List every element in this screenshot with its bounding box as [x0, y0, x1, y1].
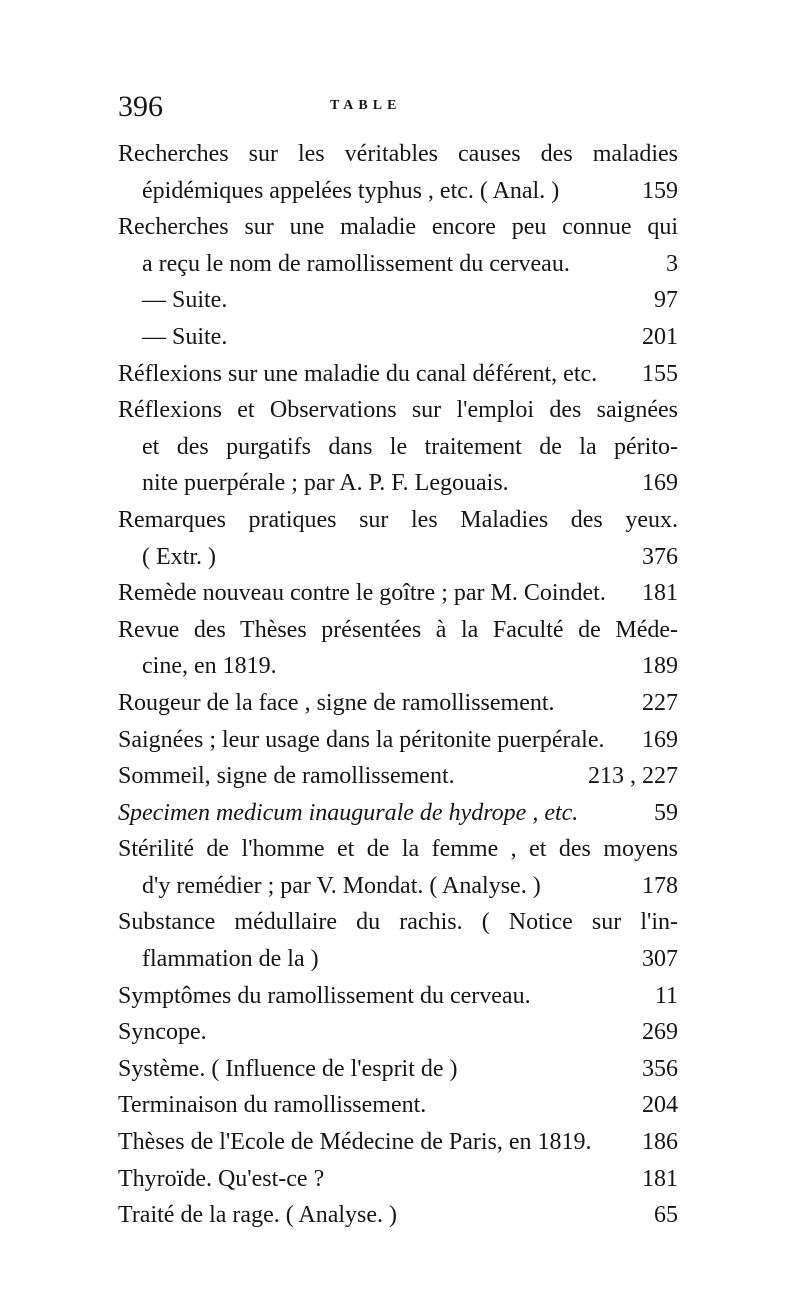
page-reference: 376 — [642, 543, 678, 570]
index-entry-text: a reçu le nom de ramollissement du cerveau. — [142, 250, 570, 277]
index-entry-text: Recherches sur les véritables causes des maladies — [118, 141, 678, 167]
index-line — [118, 758, 678, 795]
index-entry-text: épidémiques appelées typhus , etc. ( Anal. ) — [142, 177, 560, 204]
index-entry-text: Saignées ; leur usage dans la péritonite puerpérale. — [118, 726, 605, 753]
index-line — [118, 575, 678, 612]
index-line — [118, 502, 678, 539]
index-line — [118, 1014, 678, 1051]
index-entry-text: Rougeur de la face , signe de ramollissement. — [118, 689, 555, 716]
page-reference: 181 — [642, 1165, 678, 1192]
index-entry-text: Revue des Thèses présentées à la Faculté de Méde- — [118, 616, 678, 643]
page-reference: 159 — [642, 177, 678, 204]
index-line — [118, 1051, 678, 1088]
index-line — [118, 941, 678, 978]
index-entry-text: Thyroïde. Qu'est-ce ? — [118, 1165, 325, 1192]
index-line — [118, 685, 678, 722]
page-reference: 201 — [642, 323, 678, 350]
index-line — [118, 209, 678, 246]
index-entry-text: Réflexions sur une maladie du canal déférent, etc. — [118, 360, 598, 387]
page-reference: 186 — [642, 1129, 678, 1156]
index-line — [118, 868, 678, 905]
page-reference: 178 — [642, 872, 678, 899]
index-entry-text: Réflexions et Observations sur l'emploi des saignées — [118, 397, 678, 424]
page-reference: 356 — [642, 1055, 678, 1082]
page-reference: 3 — [666, 250, 678, 277]
index-line — [118, 795, 678, 832]
index-entry-text: Remarques pratiques sur les Maladies des yeux. — [118, 506, 678, 533]
page-reference: 269 — [642, 1019, 678, 1046]
page-reference: 189 — [642, 653, 678, 680]
page-header — [118, 90, 678, 130]
index-entry-text: Symptômes du ramollissement du cerveau. — [118, 982, 531, 1009]
index-entry-text: Syncope. — [118, 1019, 207, 1046]
page-reference: 213 , 227 — [588, 763, 678, 790]
page-reference: 65 — [654, 1202, 678, 1229]
index-entry-text: Thèses de l'Ecole de Médecine de Paris, en 1819. — [118, 1129, 592, 1156]
page-reference: 169 — [642, 726, 678, 753]
index-line — [118, 722, 678, 759]
index-line — [118, 904, 678, 941]
page-reference: 11 — [654, 982, 678, 1009]
index-entry-text: d'y remédier ; par V. Mondat. ( Analyse. ) — [142, 872, 541, 899]
page-reference: 204 — [642, 1092, 678, 1119]
index-line — [118, 465, 678, 502]
index-line — [118, 173, 678, 210]
index-entry-text: Remède nouveau contre le goître ; par M. Coindet. — [118, 580, 606, 607]
index-entry-text: nite puerpérale ; par A. P. F. Legouais. — [142, 470, 509, 497]
index-entry-text: cine, en 1819. — [142, 653, 277, 680]
index-line — [118, 246, 678, 283]
index-line — [118, 429, 678, 466]
index-entry-text: Terminaison du ramollissement. — [118, 1092, 427, 1119]
index-line — [118, 1161, 678, 1198]
index-line — [118, 319, 678, 356]
index-entry-text: Système. ( Influence de l'esprit de ) — [118, 1055, 458, 1082]
page-number: 396 — [118, 90, 163, 123]
page-reference: 181 — [642, 580, 678, 607]
index-entry-text: Specimen medicum inaugurale de hydrope , etc. — [118, 799, 579, 826]
index-line — [118, 392, 678, 429]
index-entry-text: et des purgatifs dans le traitement de la périto- — [142, 433, 678, 460]
index-line — [118, 648, 678, 685]
index-entry-text: flammation de la ) — [142, 946, 319, 973]
index-line — [118, 356, 678, 393]
index-entry-text: Traité de la rage. ( Analyse. ) — [118, 1202, 398, 1229]
index-line — [118, 1124, 678, 1161]
page-reference: 227 — [642, 689, 678, 716]
index-line — [118, 539, 678, 576]
index-line — [118, 978, 678, 1015]
index-line — [118, 1087, 678, 1124]
table-of-contents — [118, 136, 678, 1234]
page-reference: 169 — [642, 470, 678, 497]
index-line — [118, 612, 678, 649]
page-reference: 307 — [642, 946, 678, 973]
index-line — [118, 136, 678, 173]
index-entry-text: Recherches sur une maladie encore peu connue qui — [118, 214, 678, 241]
index-entry-text: — Suite. — [142, 323, 228, 350]
index-line — [118, 831, 678, 868]
index-entry-text: ( Extr. ) — [142, 543, 216, 570]
page-reference: 97 — [654, 287, 678, 314]
index-entry-text: Substance médullaire du rachis. ( Notice sur l'in- — [118, 909, 678, 936]
page-reference: 155 — [642, 360, 678, 387]
index-line — [118, 282, 678, 319]
running-head: TABLE — [330, 98, 402, 113]
index-entry-text: — Suite. — [142, 287, 228, 314]
index-line — [118, 1197, 678, 1234]
page-reference: 59 — [654, 799, 678, 826]
index-entry-text: Sommeil, signe de ramollissement. — [118, 763, 455, 790]
index-entry-text: Stérilité de l'homme et de la femme , et des moyens — [118, 836, 678, 863]
